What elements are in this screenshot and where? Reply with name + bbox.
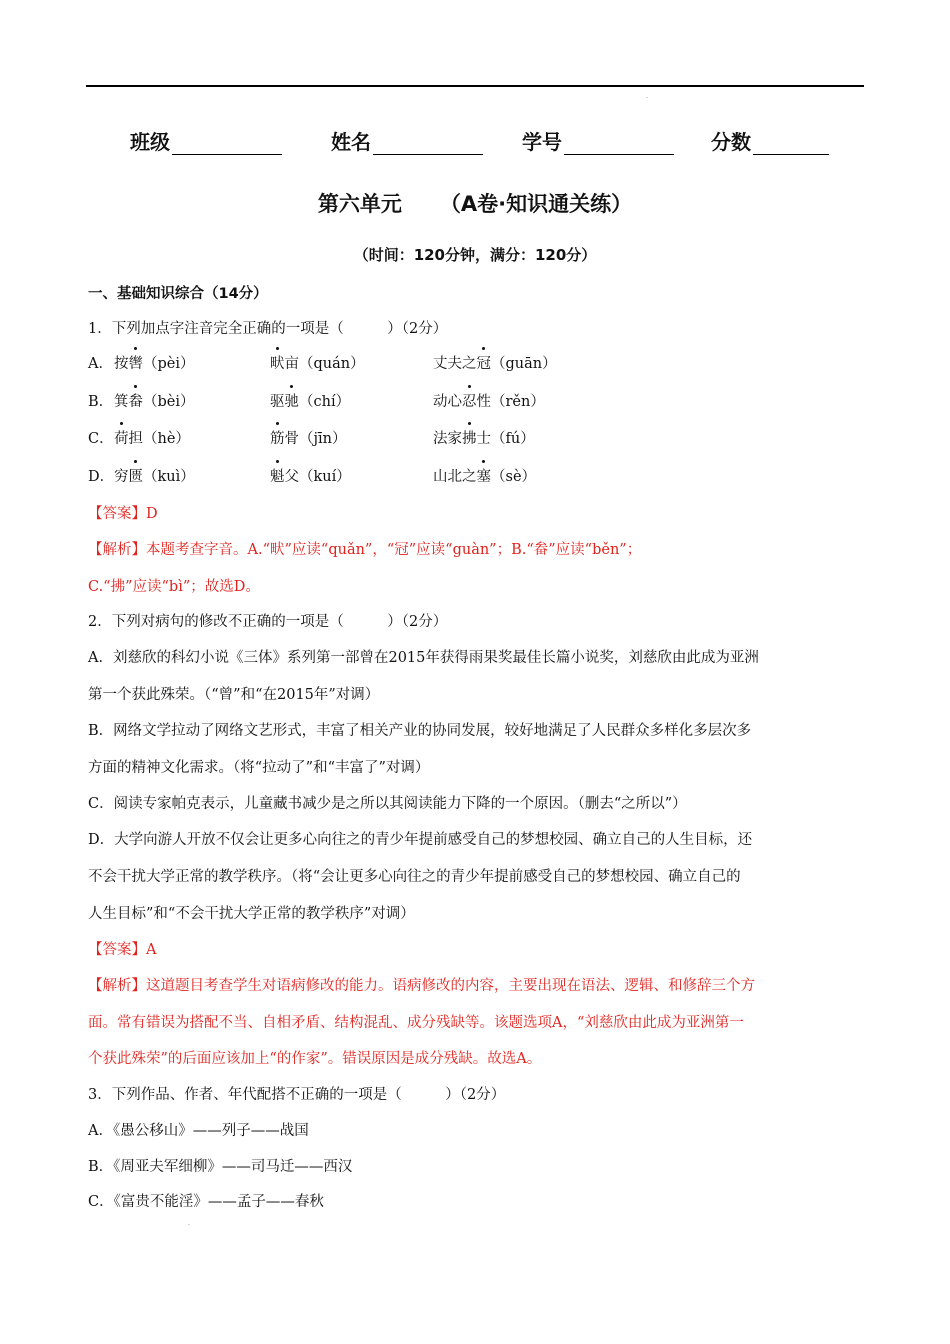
item-prefix: 丈夫之 <box>433 356 477 372</box>
dotted-character: 筋 <box>270 427 285 448</box>
score-label: 分数 <box>711 130 751 154</box>
q2-option-b-line1: B．网络文学拉动了网络文艺形式，丰富了相关产业的协同发展，较好地满足了人民群众多样化多层次多 <box>88 723 752 739</box>
item-prefix: 驱 <box>270 394 285 410</box>
score-blank[interactable] <box>753 132 829 155</box>
item-prefix: 穷 <box>114 469 129 485</box>
q1-option-item <box>114 427 190 448</box>
q1-option-letter: D． <box>88 469 115 485</box>
item-prefix: 法家 <box>433 431 462 447</box>
q3-option-b: B．《周亚夫军细柳》——司马迁——西汉 <box>88 1159 353 1175</box>
q1-answer: 【答案】D <box>88 506 158 522</box>
item-pinyin: （guān） <box>491 356 557 372</box>
item-pinyin: （bèi） <box>143 394 195 410</box>
dotted-character: 荷 <box>114 427 129 448</box>
page-title <box>0 188 950 218</box>
dotted-character: 塞 <box>477 465 492 486</box>
item-pinyin: （kuì） <box>143 469 195 485</box>
analysis-tag: 【解析】 <box>88 978 146 994</box>
q1-option-item <box>433 352 557 373</box>
item-pinyin: 亩（quán） <box>284 356 365 372</box>
q2-option-d-line1: D．大学向游人开放不仅会让更多心向往之的青少年提前感受自己的梦想校园、确立自己的人生目标，还 <box>88 832 753 848</box>
dotted-character: 冠 <box>477 352 492 373</box>
class-field <box>130 126 282 155</box>
title-main: 第六单元 <box>317 192 402 216</box>
dotted-character: 忍 <box>462 390 477 411</box>
q1-option-item <box>270 352 365 373</box>
q2-option-a-line1: A．刘慈欣的科幻小说《三体》系列第一部曾在2015年获得雨果奖最佳长篇小说奖，刘慈欣由此成为亚洲 <box>88 650 759 666</box>
q1-option-letter: A． <box>88 356 113 372</box>
name-label: 姓名 <box>331 130 371 154</box>
q3-option-c: C．《富贵不能淫》——孟子——春秋 <box>88 1194 324 1210</box>
decorative-dot: · <box>646 95 648 102</box>
analysis-text: 本题考查字音。A.“畎”应读“quǎn”，“冠”应读“guàn”；B.“畚”应读“běn”； <box>146 542 642 558</box>
q1-option-item <box>433 427 535 448</box>
q1-option-item <box>114 465 195 486</box>
dotted-character: 驰 <box>285 390 300 411</box>
item-pinyin: （sè） <box>491 469 537 485</box>
q2-answer: 【答案】A <box>88 942 157 958</box>
q2-option-d-line3: 人生目标”和“不会干扰大学正常的教学秩序”对调） <box>88 906 415 922</box>
item-pinyin: 担（hè） <box>128 431 190 447</box>
time-info: （时间：120分钟，满分：120分） <box>353 246 597 264</box>
item-prefix: 按 <box>114 356 129 372</box>
q2-option-d-line2: 不会干扰大学正常的教学秩序。（将“会让更多心向往之的青少年提前感受自己的梦想校园、确立自己的 <box>88 869 741 885</box>
q2-analysis-line2: 面。常有错误为搭配不当、自相矛盾、结构混乱、成分残缺等。该题选项A，“刘慈欣由此成为亚洲第一 <box>88 1015 744 1031</box>
item-pinyin: 士（fú） <box>476 431 535 447</box>
dotted-character: 匮 <box>129 465 144 486</box>
item-pinyin: 父（kuí） <box>284 469 351 485</box>
q1-stem: 1．下列加点字注音完全正确的一项是（ ）（2分） <box>88 321 448 337</box>
student-info-row <box>0 126 950 158</box>
title-sub: （A卷·知识通关练） <box>439 192 633 216</box>
q2-option-a-line2: 第一个获此殊荣。（“曾”和“在2015年”对调） <box>88 687 380 703</box>
q1-option-item <box>433 465 536 486</box>
q3-stem: 3．下列作品、作者、年代配搭不正确的一项是（ ）（2分） <box>88 1087 506 1103</box>
dotted-character: 畚 <box>129 390 144 411</box>
q1-option-item <box>114 390 195 411</box>
item-prefix: 山北之 <box>433 469 477 485</box>
name-blank[interactable] <box>373 132 483 155</box>
score-field <box>711 126 829 155</box>
q1-option-item <box>270 465 351 486</box>
section-title: 一、基础知识综合（14分） <box>88 286 268 302</box>
name-field <box>331 126 483 155</box>
dotted-character: 拂 <box>462 427 477 448</box>
q1-option-item <box>270 427 346 448</box>
student-id-field <box>522 126 674 155</box>
student-id-blank[interactable] <box>564 132 674 155</box>
item-pinyin: （chí） <box>299 394 351 410</box>
item-pinyin: （pèi） <box>143 356 195 372</box>
q2-analysis-line1 <box>88 974 755 995</box>
q1-option-letter: B． <box>88 394 114 410</box>
q2-option-c: C．阅读专家帕克表示，儿童藏书减少是之所以其阅读能力下降的一个原因。（删去“之所以”） <box>88 796 687 812</box>
dotted-character: 魁 <box>270 465 285 486</box>
analysis-text: 这道题目考查学生对语病修改的能力。语病修改的内容，主要出现在语法、逻辑、和修辞三个方 <box>146 978 755 994</box>
q2-analysis-line3: 个获此殊荣”的后面应该加上“的作家”。错误原因是成分残缺。故选A。 <box>88 1051 542 1067</box>
header-rule <box>86 85 864 87</box>
q2-stem: 2．下列对病句的修改不正确的一项是（ ）（2分） <box>88 614 448 630</box>
analysis-tag: 【解析】 <box>88 542 146 558</box>
q1-option-item <box>270 390 350 411</box>
q1-option-letter: C． <box>88 431 114 447</box>
class-label: 班级 <box>130 130 170 154</box>
q1-option-item <box>433 390 545 411</box>
dotted-character: 辔 <box>129 352 144 373</box>
class-blank[interactable] <box>172 132 282 155</box>
item-pinyin: 性（rěn） <box>476 394 545 410</box>
q1-option-item <box>114 352 195 373</box>
item-prefix: 动心 <box>433 394 462 410</box>
q3-option-a: A．《愚公移山》——列子——战国 <box>88 1123 309 1139</box>
dotted-character: 畎 <box>270 352 285 373</box>
q2-option-b-line2: 方面的精神文化需求。（将“拉动了”和“丰富了”对调） <box>88 760 430 776</box>
item-pinyin: 骨（jīn） <box>284 431 347 447</box>
decorative-dot: · <box>188 1222 190 1229</box>
q1-analysis-line1 <box>88 538 641 559</box>
q1-analysis-line2: C.“拂”应读“bì”；故选D。 <box>88 579 260 595</box>
item-prefix: 箕 <box>114 394 129 410</box>
student-id-label: 学号 <box>522 130 562 154</box>
